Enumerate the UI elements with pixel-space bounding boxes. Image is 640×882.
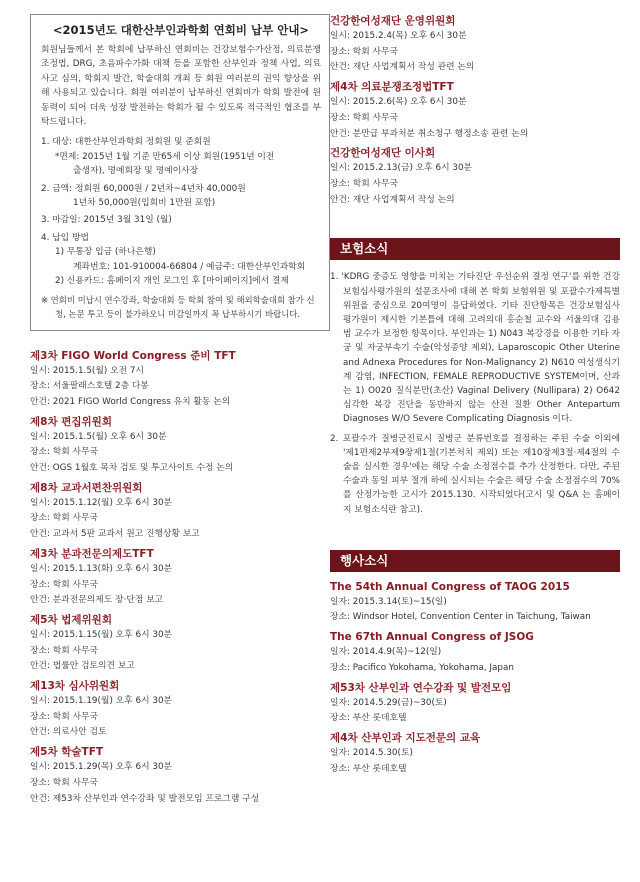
event-detail: 안건: 의료사안 검토: [30, 727, 107, 738]
event-detail: 일자: 2014.5.29(금)~30(토): [330, 697, 447, 708]
event-detail: 일시: 2015.2.13(금) 오후 6시 30분: [330, 163, 473, 174]
event-detail: 장소: 부산 롯데호텔: [330, 713, 407, 724]
event-detail: 일시: 2015.2.6(목) 오후 6시 30분: [330, 97, 467, 108]
event-detail: 안건: 법률안 검토의견 보고: [30, 661, 135, 672]
right-event-list: [330, 14, 620, 208]
event-detail: 일자: 2014.4.9(목)~12(일): [330, 647, 442, 658]
event-block: [330, 146, 620, 208]
right-column: [330, 14, 620, 781]
event-detail: 일자: 2015.3.14(토)~15(일): [330, 596, 447, 607]
event-block: [330, 80, 620, 142]
event-title: 제5차 법제위원회: [30, 613, 112, 626]
event-detail: 일시: 2015.1.13(화) 오후 6시 30분: [30, 563, 173, 574]
event-detail: 안건: 재단 사업계획서 작성 논의: [330, 194, 455, 205]
event-detail: 장소: 부산 롯데호텔: [330, 763, 407, 774]
event-detail: 일시: 2015.1.5(월) 오전 7시: [30, 365, 144, 376]
insurance-news-item: 1. 'KDRG 중증도 영향을 미치는 기타진단 우선순위 결정 연구'를 위한 건강보험심사평가원의 설문조사에 대해 본 학회 보험위원 및 포괄수가제특별위원을 중심으로 20여명이 응답하였다. 기타 진단항목은 건강보험심사평가원이 제시한 기본틀에 대해 고려의대 홍순철 교수와 서울의대 김용범 교수가 보정한 항목이다. 부인과는 1) N043 복강경을 이용한 기타 자궁 및 자궁부속기 수술(악성종양 제외), Laparoscopic Other Uterine and Adnexa Procedures for Non-Malignancy 2) N610 여성생식기계 감염, INFECTION, FEMALE REPRODUCTIVE SYSTEM이며, 산과는 1) O020 질식분만(초산) Vaginal Delivery (Nullipara) 2) O642 심각한 복강 진단을 동반하지 않는 산전 질환 Other Antepartum Diagnoses W/O Severe Complicating Diagnosis 이다.: [330, 272, 620, 425]
notice-item: [41, 135, 321, 178]
notice-title: <2015년도 대한산부인과학회 연회비 납부 안내>: [52, 23, 310, 37]
event-title: 제53차 산부인과 연수강좌 및 발전모임: [330, 681, 512, 694]
event-detail: 일시: 2015.2.4(목) 오후 6시 30분: [330, 31, 467, 41]
event-detail: 장소: 서울팔래스호텔 2층 다봉: [30, 381, 149, 392]
notice-item: [41, 182, 321, 211]
event-detail: 장소: 학회 사무국: [30, 645, 99, 656]
event-detail: 장소: 학회 사무국: [330, 112, 399, 123]
event-detail: 안건: 교과서 5판 교과서 원고 진행상황 보고: [30, 529, 200, 540]
event-detail: 장소: 학회 사무국: [330, 178, 399, 189]
event-title: 제3차 FIGO World Congress 준비 TFT: [30, 349, 236, 362]
event-block: [330, 681, 620, 727]
event-detail: 안건: 제53차 산부인과 연수강좌 및 발전모임 프로그램 구성: [30, 793, 260, 804]
notice-item-sub: *면제: 2015년 1월 기준 만65세 이상 회원(1951년 이전: [55, 151, 275, 162]
event-title: 제5차 학술TFT: [30, 746, 104, 759]
left-event-list: [30, 349, 330, 808]
insurance-news-list: [330, 270, 620, 516]
notice-item-sub2: 1년차 50,000원(입회비 1만원 포함): [73, 198, 216, 209]
notice-items: [41, 135, 321, 288]
event-title: 제8차 교과서편찬위원회: [30, 481, 143, 494]
event-detail: 장소: 학회 사무국: [30, 447, 99, 458]
event-detail: 안건: 분과전문의제도 장·단점 보고: [30, 595, 164, 606]
notice-item-sub2: 계좌번호: 101-910004-66804 / 예금주: 대한산부인과학회: [73, 261, 306, 272]
notice-item-label: 2. 금액: 정회원 60,000원 / 2년차~4년차 40,000원: [41, 183, 246, 194]
event-title: 제8차 편집위원회: [30, 415, 112, 428]
event-block: [330, 731, 620, 777]
notice-item-sub2: 출생자), 명예회장 및 명예이사장: [73, 166, 199, 177]
event-detail: 장소: 학회 사무국: [330, 46, 399, 57]
event-title: The 67th Annual Congress of JSOG: [330, 631, 534, 644]
left-column: [30, 14, 330, 811]
event-detail: 일시: 2015.1.5(월) 오후 6시 30분: [30, 431, 167, 442]
event-detail: 안건: 2021 FIGO World Congress 유치 활동 논의: [30, 396, 231, 407]
event-detail: 안건: 재단 사업계획서 작성 관련 논의: [330, 62, 475, 73]
event-title: The 54th Annual Congress of TAOG 2015: [330, 580, 570, 593]
event-title: 제4차 산부인과 지도전문의 교육: [330, 732, 481, 744]
notice-item: [41, 213, 321, 227]
event-block: [30, 679, 330, 741]
event-detail: 장소: Pacifico Yokohama, Yokohama, Japan: [330, 662, 514, 673]
event-detail: 장소: Windsor Hotel, Convention Center in Taichung, Taiwan: [330, 612, 591, 623]
notice-item-sub: 1) 무통장 입금 (하나은행): [55, 247, 156, 258]
event-detail: 안건: OGS 1월호 목차 검토 및 투고사이트 수정 논의: [30, 463, 234, 474]
event-detail: 안건: 분만급 부과처분 취소청구 행정소송 관련 논의: [330, 128, 529, 139]
event-title: 제13차 심사위원회: [30, 680, 120, 693]
event-block: [330, 14, 620, 76]
event-block: [30, 613, 330, 675]
insurance-news-item: 2. 포괄수가 질병군진료시 질병군 분류번호를 결정하는 주된 수술 이외에 '제1편제2부제9장제1절(기본처치 제외) 또는 제10장제3절·제4절의 수술을 실시한 경우'에는 해당 수술 소정점수를 추가 산정한다. 다만, 주된 수술과 동일 피부 절개 하에 실시되는 수술은 해당 수술 소정점수의 70%를 산정가능한 고시가 2015.130. 시작되었다(고시 및 Q&A 는 홈페이지 보험소식란 참고).: [330, 433, 620, 515]
event-detail: 일시: 2015.1.19(월) 오후 6시 30분: [30, 696, 173, 707]
events-section-heading: 행사소식: [330, 550, 620, 572]
event-detail: 일시: 2015.1.29(목) 오후 6시 30분: [30, 762, 173, 773]
event-detail: 장소: 학회 사무국: [30, 777, 99, 788]
event-detail: 일시: 2015.1.15(월) 오후 6시 30분: [30, 629, 173, 640]
event-title: 제4차 의료분쟁조정법TFT: [330, 81, 454, 94]
event-detail: 일자: 2014.5.30(토): [330, 748, 413, 758]
event-block: [30, 349, 330, 411]
event-detail: 장소: 학회 사무국: [30, 579, 99, 590]
dues-notice-box: [30, 14, 330, 331]
event-block: [30, 745, 330, 807]
notice-item: [41, 274, 321, 288]
event-block: [30, 481, 330, 543]
event-title: 건강한여성재단 이사회: [330, 147, 436, 160]
conference-event-list: [330, 580, 620, 778]
insurance-section-heading: 보험소식: [330, 238, 620, 260]
notice-item-label: 1. 대상: 대한산부인과학회 정회원 및 준회원: [41, 137, 211, 148]
event-block: [330, 580, 620, 626]
notice-item-label: 4. 납입 방법: [41, 232, 89, 243]
notice-note: ※ 연회비 미납시 연수강좌, 학술대회 등 학회 참여 및 해외학술대회 참가 신청, 논문 투고 등이 불가하오니 미감일까지 꼭 납부하시기 바랍니다.: [41, 294, 315, 319]
notice-intro: 회원님들께서 본 학회에 납부하신 연회비는 건강보험수가산정, 의료분쟁조정법, DRG, 초음파수가화 대책 등을 포함한 산부인과 정책 사업, 의료사고 심의, 학회지 발간, 학술대회 개최 등 회원 여러분의 권익 향상을 위해 사용되고 있습니다. 회원 여러분이 납부하신 연회비가 학회 발전에 원동력이 되어 더욱 성장 발전하는 학회가 될 수 있도록 적극적인 협조를 부탁드립니다.: [41, 45, 321, 128]
notice-item: [41, 231, 321, 274]
event-detail: 장소: 학회 사무국: [30, 711, 99, 722]
event-block: [330, 630, 620, 676]
notice-item-label: 3. 마감일: 2015년 3월 31일 (월): [41, 215, 172, 226]
event-detail: 일시: 2015.1.12(월) 오후 6시 30분: [30, 497, 173, 508]
notice-item-sub: 2) 신용카드: 홈페이지 개인 로그인 후 [마이페이지]에서 결제: [55, 276, 289, 287]
event-block: [30, 547, 330, 609]
event-block: [30, 415, 330, 477]
event-title: 건강한여성재단 운영위원회: [330, 15, 456, 27]
event-detail: 장소: 학회 사무국: [30, 513, 99, 524]
event-title: 제3차 분과전문의제도TFT: [30, 547, 154, 560]
